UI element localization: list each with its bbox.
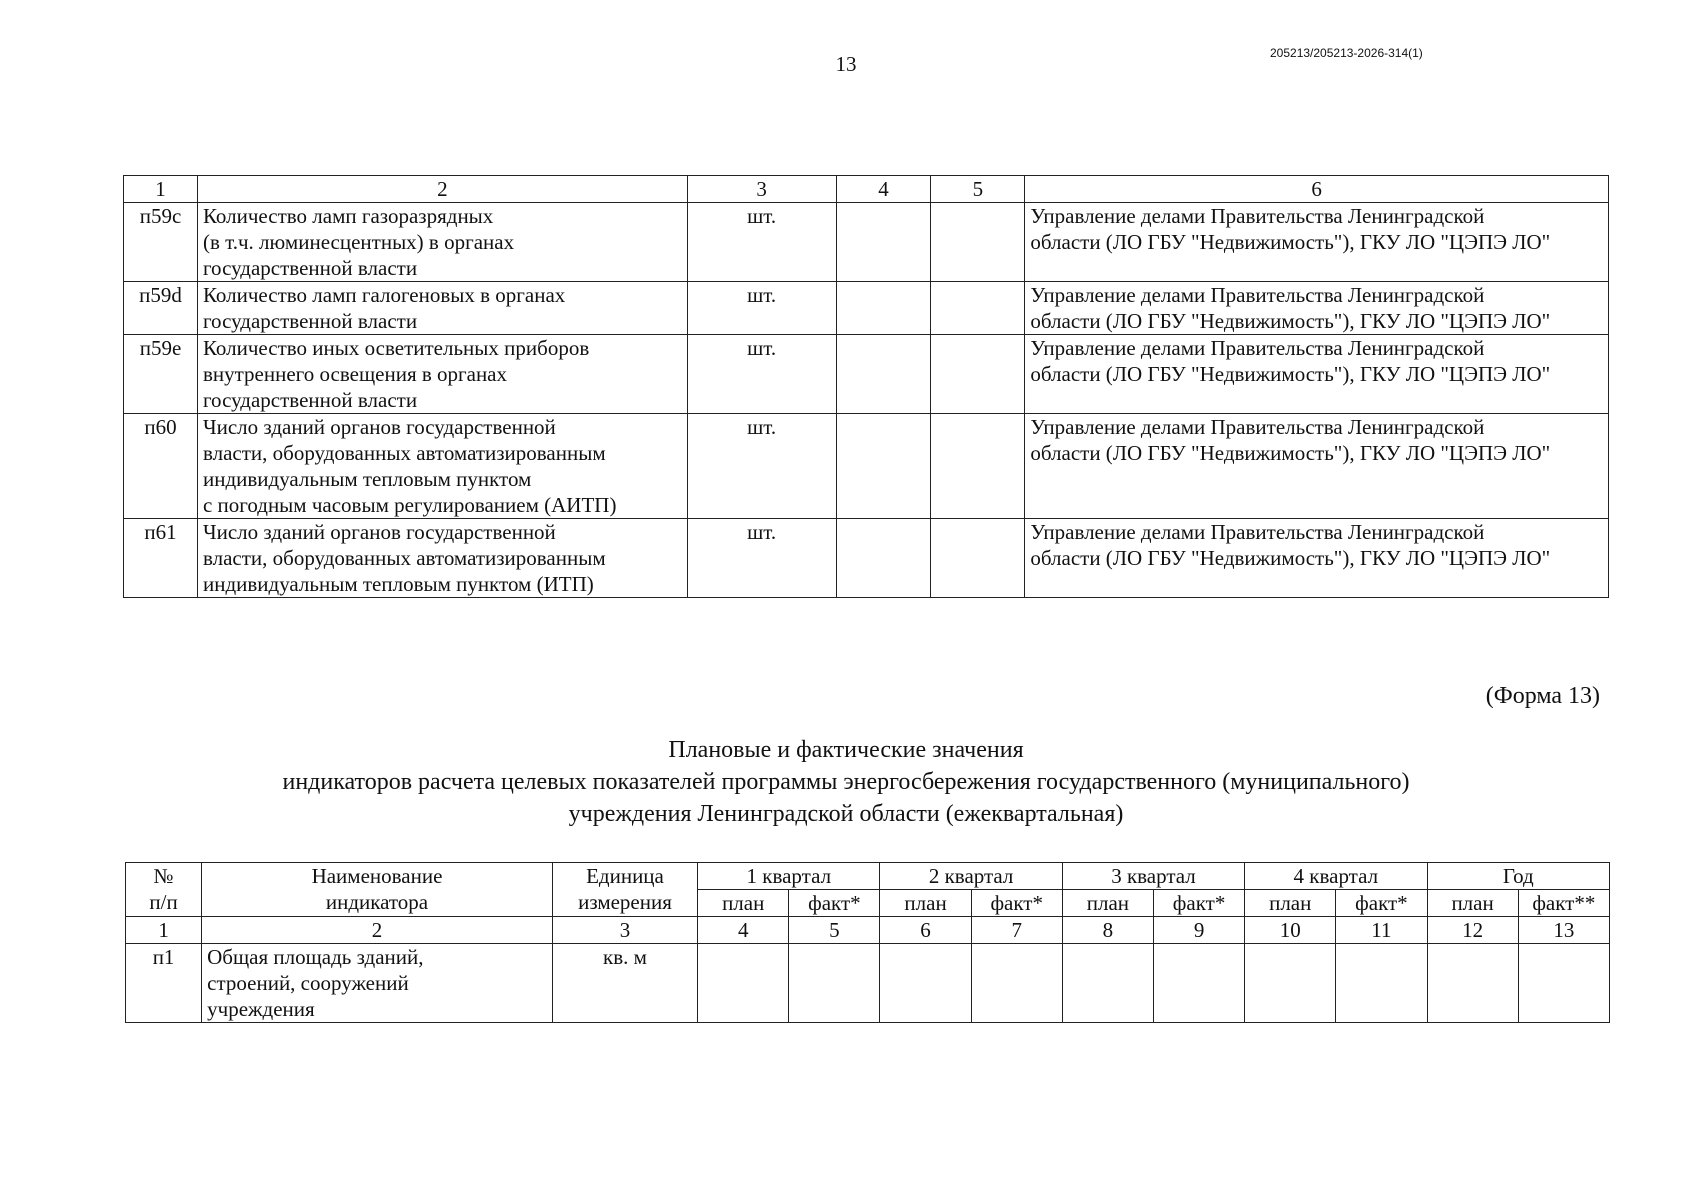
header-name: Наименование индикатора xyxy=(202,863,553,917)
col-number: 3 xyxy=(552,917,697,944)
value-cell xyxy=(836,414,931,519)
table-row xyxy=(124,335,1609,414)
header-period: 4 квартал xyxy=(1245,863,1427,890)
subheader-fact: факт* xyxy=(1153,890,1244,917)
col-number: 1 xyxy=(124,176,198,203)
subheader-fact: факт* xyxy=(1336,890,1427,917)
value-cell xyxy=(836,282,931,335)
row-code: п59d xyxy=(124,282,198,335)
col-number: 6 xyxy=(1025,176,1609,203)
subheader-fact: факт* xyxy=(971,890,1062,917)
col-number: 5 xyxy=(789,917,880,944)
document-id: 205213/205213-2026-314(1) xyxy=(1270,46,1423,60)
col-number: 5 xyxy=(931,176,1025,203)
col-number: 2 xyxy=(202,917,553,944)
indicator-name: Число зданий органов государственной власти, оборудованных автоматизированным индивидуальным тепловым пунктом (ИТП) xyxy=(197,519,687,598)
table-row xyxy=(126,944,1610,1023)
header-row xyxy=(126,863,1610,890)
indicator-name: Количество иных осветительных приборов внутреннего освещения в органах государственной власти xyxy=(197,335,687,414)
row-code: п61 xyxy=(124,519,198,598)
unit-cell: шт. xyxy=(687,414,836,519)
table-row xyxy=(124,282,1609,335)
responsible-cell: Управление делами Правительства Ленинградской области (ЛО ГБУ "Недвижимость"), ГКУ ЛО "ЦЭПЭ ЛО" xyxy=(1025,203,1609,282)
subheader-plan: план xyxy=(698,890,789,917)
col-number: 9 xyxy=(1153,917,1244,944)
row-code: п59с xyxy=(124,203,198,282)
title-line: Плановые и фактические значения xyxy=(668,737,1024,763)
value-cell xyxy=(931,282,1025,335)
value-cell xyxy=(1062,944,1153,1023)
value-cell xyxy=(971,944,1062,1023)
subheader-plan: план xyxy=(1245,890,1336,917)
col-number: 4 xyxy=(836,176,931,203)
subheader-fact: факт** xyxy=(1518,890,1609,917)
value-cell xyxy=(931,335,1025,414)
responsible-cell: Управление делами Правительства Ленинградской области (ЛО ГБУ "Недвижимость"), ГКУ ЛО "ЦЭПЭ ЛО" xyxy=(1025,335,1609,414)
col-number: 1 xyxy=(126,917,202,944)
indicator-name: Общая площадь зданий, строений, сооружений учреждения xyxy=(202,944,553,1023)
page-number: 13 xyxy=(835,52,857,76)
unit-cell: шт. xyxy=(687,282,836,335)
col-number: 2 xyxy=(197,176,687,203)
value-cell xyxy=(1518,944,1609,1023)
indicator-name: Число зданий органов государственной власти, оборудованных автоматизированным индивидуальным тепловым пунктом с погодным часовым регулированием (АИТП) xyxy=(197,414,687,519)
value-cell xyxy=(931,414,1025,519)
unit-cell: шт. xyxy=(687,519,836,598)
col-number: 11 xyxy=(1336,917,1427,944)
unit-cell: шт. xyxy=(687,203,836,282)
value-cell xyxy=(931,203,1025,282)
table-row xyxy=(124,519,1609,598)
header-unit: Единица измерения xyxy=(552,863,697,917)
indicator-name: Количество ламп галогеновых в органах государственной власти xyxy=(197,282,687,335)
col-number: 10 xyxy=(1245,917,1336,944)
value-cell xyxy=(789,944,880,1023)
form-label: (Форма 13) xyxy=(1485,683,1600,709)
subheader-plan: план xyxy=(880,890,971,917)
header-period: 3 квартал xyxy=(1062,863,1244,890)
col-number: 6 xyxy=(880,917,971,944)
row-code: п60 xyxy=(124,414,198,519)
col-number: 7 xyxy=(971,917,1062,944)
col-number: 3 xyxy=(687,176,836,203)
value-cell xyxy=(1153,944,1244,1023)
header-period: 2 квартал xyxy=(880,863,1062,890)
col-number: 13 xyxy=(1518,917,1609,944)
table-row xyxy=(124,414,1609,519)
row-code: п1 xyxy=(126,944,202,1023)
indicators-table-continued xyxy=(123,175,1609,598)
col-number: 4 xyxy=(698,917,789,944)
col-number: 8 xyxy=(1062,917,1153,944)
value-cell xyxy=(931,519,1025,598)
value-cell xyxy=(1245,944,1336,1023)
responsible-cell: Управление делами Правительства Ленинградской области (ЛО ГБУ "Недвижимость"), ГКУ ЛО "ЦЭПЭ ЛО" xyxy=(1025,519,1609,598)
header-period: Год xyxy=(1427,863,1610,890)
value-cell xyxy=(698,944,789,1023)
value-cell xyxy=(836,335,931,414)
unit-cell: кв. м xyxy=(552,944,697,1023)
value-cell xyxy=(836,203,931,282)
indicator-name: Количество ламп газоразрядных (в т.ч. люминесцентных) в органах государственной власти xyxy=(197,203,687,282)
value-cell xyxy=(1427,944,1518,1023)
title-line: индикаторов расчета целевых показателей программы энергосбережения государственного (муниципального) xyxy=(282,769,1410,795)
column-number-row xyxy=(124,176,1609,203)
form-title xyxy=(0,734,1692,830)
subheader-plan: план xyxy=(1427,890,1518,917)
col-number: 12 xyxy=(1427,917,1518,944)
responsible-cell: Управление делами Правительства Ленинградской области (ЛО ГБУ "Недвижимость"), ГКУ ЛО "ЦЭПЭ ЛО" xyxy=(1025,282,1609,335)
value-cell xyxy=(836,519,931,598)
subheader-plan: план xyxy=(1062,890,1153,917)
subheader-fact: факт* xyxy=(789,890,880,917)
header-period: 1 квартал xyxy=(698,863,880,890)
quarterly-indicators-table xyxy=(125,862,1610,1023)
header-num: № п/п xyxy=(126,863,202,917)
unit-cell: шт. xyxy=(687,335,836,414)
column-number-row xyxy=(126,917,1610,944)
value-cell xyxy=(1336,944,1427,1023)
table-row xyxy=(124,203,1609,282)
row-code: п59е xyxy=(124,335,198,414)
value-cell xyxy=(880,944,971,1023)
responsible-cell: Управление делами Правительства Ленинградской области (ЛО ГБУ "Недвижимость"), ГКУ ЛО "ЦЭПЭ ЛО" xyxy=(1025,414,1609,519)
title-line: учреждения Ленинградской области (ежеквартальная) xyxy=(568,801,1124,827)
